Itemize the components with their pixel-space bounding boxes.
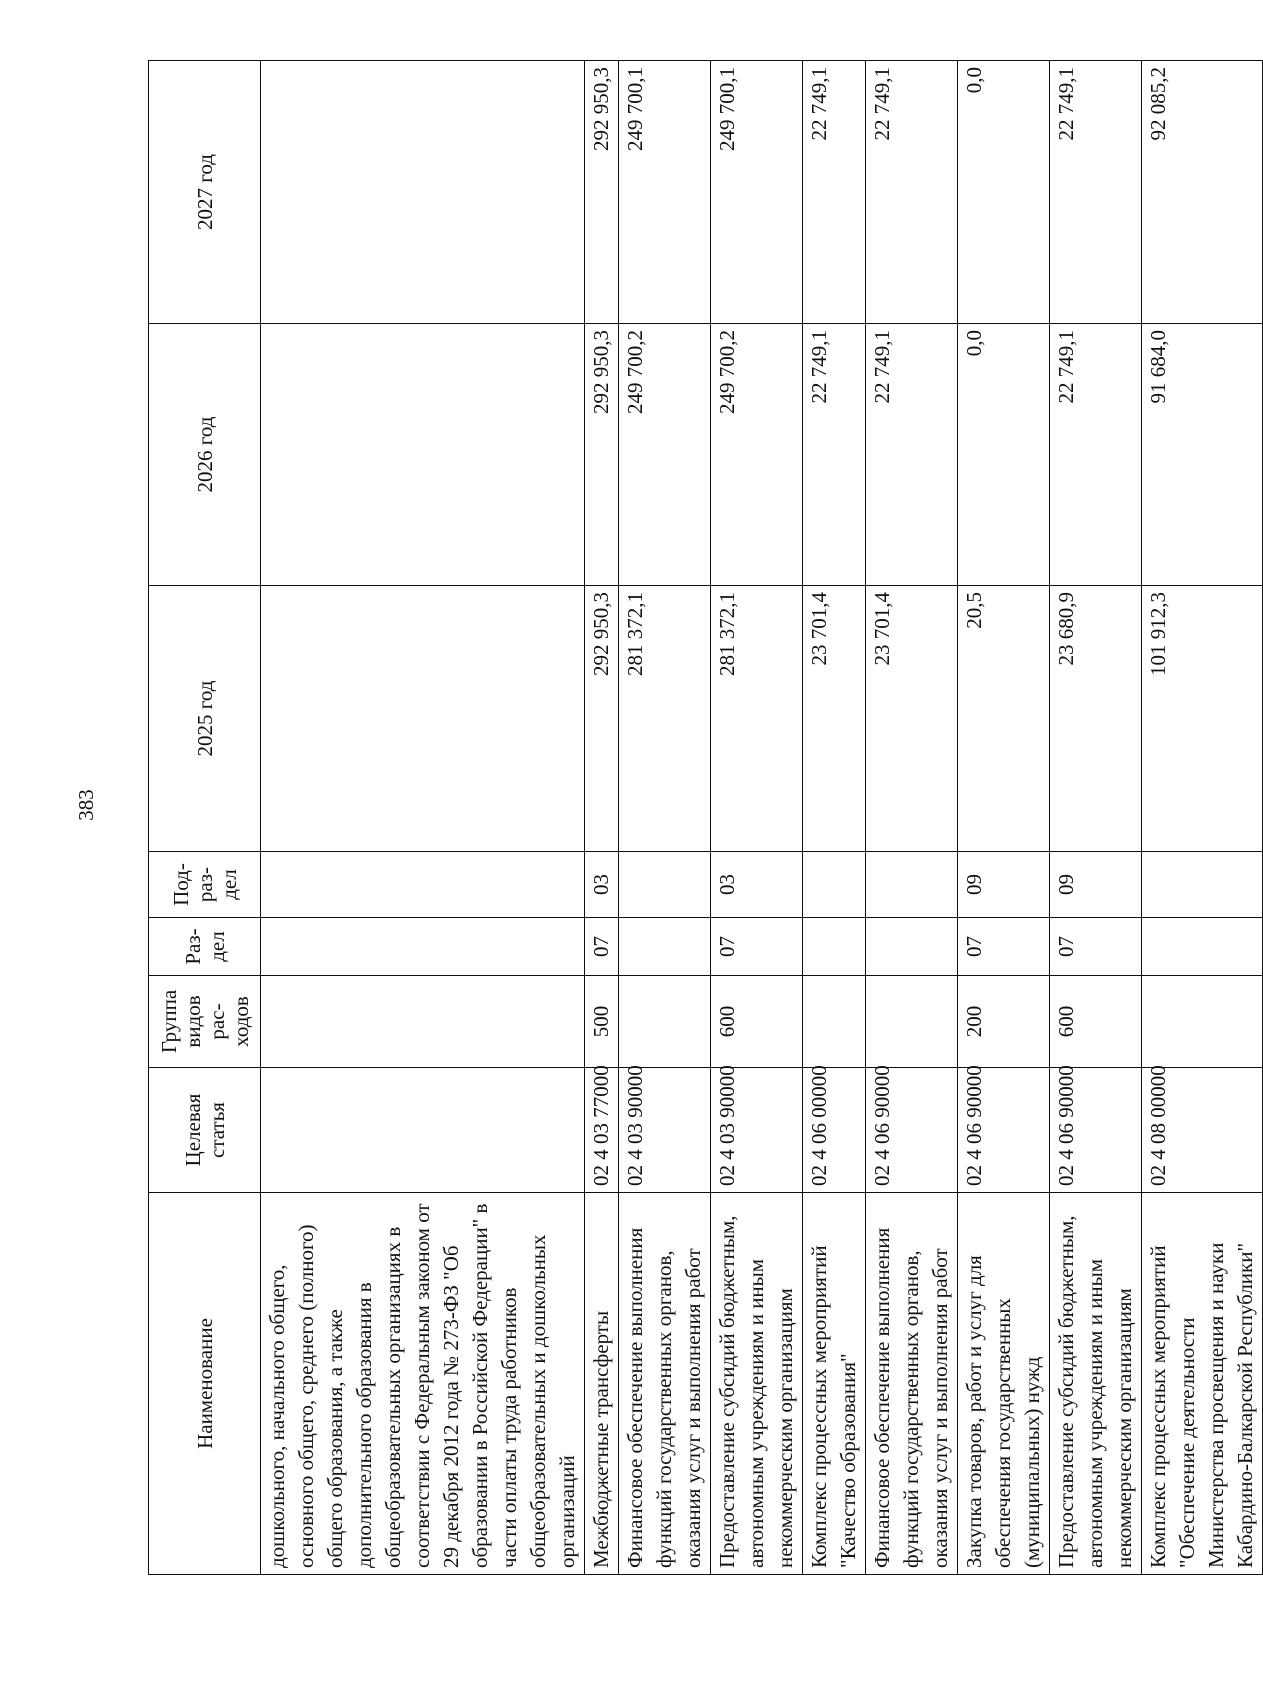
header-group: Группа видов рас-ходов: [149, 976, 261, 1068]
cell-2027: 22 749,1: [866, 61, 958, 324]
cell-2027: 292 950,3: [585, 61, 619, 324]
cell-section: 07: [958, 918, 1050, 976]
cell-2025: 101 912,3: [1142, 586, 1263, 852]
cell-section: 07: [1050, 918, 1142, 976]
cell-name: Комплекс процессных мероприятий "Качество образования": [803, 1193, 866, 1575]
cell-name: Финансовое обеспечение выполнения функций государственных органов, оказания услуг и выполнения работ: [619, 1193, 711, 1575]
header-2026: 2026 год: [149, 324, 261, 586]
cell-2027: 92 085,2: [1142, 61, 1263, 324]
cell-2026: [261, 324, 585, 586]
cell-name: Комплекс процессных мероприятий "Обеспечение деятельности Министерства просвещения и науки Кабардино-Балкарской Республики": [1142, 1193, 1263, 1575]
cell-2025: 23 680,9: [1050, 586, 1142, 852]
page-number: 383: [73, 789, 98, 821]
cell-group: 600: [1050, 976, 1142, 1068]
cell-2025: [261, 586, 585, 852]
cell-section: 07: [585, 918, 619, 976]
cell-name: дошкольного, начального общего, основного общего, среднего (полного) общего образования, а также дополнительного образования в общеобразовательных организациях в соответствии с Федеральным законом от 29 декабря 2012 года № 273-ФЗ "Об образовании в Российской Федерации" в части оплаты труда работников общеобразовательных и дошкольных организаций: [261, 1193, 585, 1575]
cell-group: [619, 976, 711, 1068]
cell-subsection: [261, 852, 585, 918]
header-2027: 2027 год: [149, 61, 261, 324]
cell-target: [261, 1068, 585, 1193]
cell-target: 02 4 08 00000: [1142, 1068, 1263, 1193]
cell-group: 200: [958, 976, 1050, 1068]
cell-section: [803, 918, 866, 976]
cell-subsection: 03: [711, 852, 803, 918]
cell-name: Предоставление субсидий бюджетным, автономным учреждениям и иным некоммерческим организациям: [711, 1193, 803, 1575]
cell-group: [261, 976, 585, 1068]
cell-group: 600: [711, 976, 803, 1068]
table-row: [1050, 61, 1142, 1575]
table-row: [1142, 61, 1263, 1575]
cell-section: [866, 918, 958, 976]
cell-subsection: [803, 852, 866, 918]
cell-group: [803, 976, 866, 1068]
cell-2025: 281 372,1: [619, 586, 711, 852]
cell-2025: 292 950,3: [585, 586, 619, 852]
cell-2027: [261, 61, 585, 324]
table-row: [866, 61, 958, 1575]
cell-target: 02 4 03 77000: [585, 1068, 619, 1193]
cell-subsection: [1142, 852, 1263, 918]
cell-2026: 249 700,2: [711, 324, 803, 586]
cell-section: [619, 918, 711, 976]
table-row: [711, 61, 803, 1575]
cell-group: 500: [585, 976, 619, 1068]
cell-2025: 281 372,1: [711, 586, 803, 852]
cell-name: Межбюджетные трансферты: [585, 1193, 619, 1575]
cell-2027: 22 749,1: [1050, 61, 1142, 324]
cell-subsection: [619, 852, 711, 918]
cell-2027: 249 700,1: [711, 61, 803, 324]
header-subsection: Под-раз-дел: [149, 852, 261, 918]
cell-subsection: [866, 852, 958, 918]
table-row: [585, 61, 619, 1575]
cell-subsection: 03: [585, 852, 619, 918]
table-body: [261, 61, 1263, 1575]
table-row: [261, 61, 585, 1575]
cell-2027: 0,0: [958, 61, 1050, 324]
cell-2025: 20,5: [958, 586, 1050, 852]
table-header-row: [149, 61, 261, 1575]
cell-target: 02 4 06 90000: [958, 1068, 1050, 1193]
table-row: [619, 61, 711, 1575]
cell-section: [1142, 918, 1263, 976]
cell-name: Финансовое обеспечение выполнения функций государственных органов, оказания услуг и выполнения работ: [866, 1193, 958, 1575]
cell-subsection: 09: [958, 852, 1050, 918]
cell-2026: 91 684,0: [1142, 324, 1263, 586]
budget-table: [148, 60, 1263, 1575]
cell-name: Закупка товаров, работ и услуг для обеспечения государственных (муниципальных) нужд: [958, 1193, 1050, 1575]
cell-section: 07: [711, 918, 803, 976]
cell-section: [261, 918, 585, 976]
header-target: Целевая статья: [149, 1068, 261, 1193]
table-row: [958, 61, 1050, 1575]
cell-subsection: 09: [1050, 852, 1142, 918]
cell-target: 02 4 03 90000: [711, 1068, 803, 1193]
table-row: [803, 61, 866, 1575]
cell-2026: 292 950,3: [585, 324, 619, 586]
header-2025: 2025 год: [149, 586, 261, 852]
cell-name: Предоставление субсидий бюджетным, автономным учреждениям и иным некоммерческим организациям: [1050, 1193, 1142, 1575]
cell-target: 02 4 06 90000: [1050, 1068, 1142, 1193]
cell-2027: 249 700,1: [619, 61, 711, 324]
cell-2026: 22 749,1: [803, 324, 866, 586]
cell-2026: 249 700,2: [619, 324, 711, 586]
cell-2026: 22 749,1: [866, 324, 958, 586]
cell-2026: 0,0: [958, 324, 1050, 586]
header-section: Раз-дел: [149, 918, 261, 976]
header-name: Наименование: [149, 1193, 261, 1575]
cell-target: 02 4 03 90000: [619, 1068, 711, 1193]
cell-group: [866, 976, 958, 1068]
cell-2027: 22 749,1: [803, 61, 866, 324]
cell-2025: 23 701,4: [803, 586, 866, 852]
cell-group: [1142, 976, 1263, 1068]
cell-2026: 22 749,1: [1050, 324, 1142, 586]
cell-2025: 23 701,4: [866, 586, 958, 852]
cell-target: 02 4 06 90000: [866, 1068, 958, 1193]
cell-target: 02 4 06 00000: [803, 1068, 866, 1193]
budget-table-container: [148, 61, 1257, 1575]
